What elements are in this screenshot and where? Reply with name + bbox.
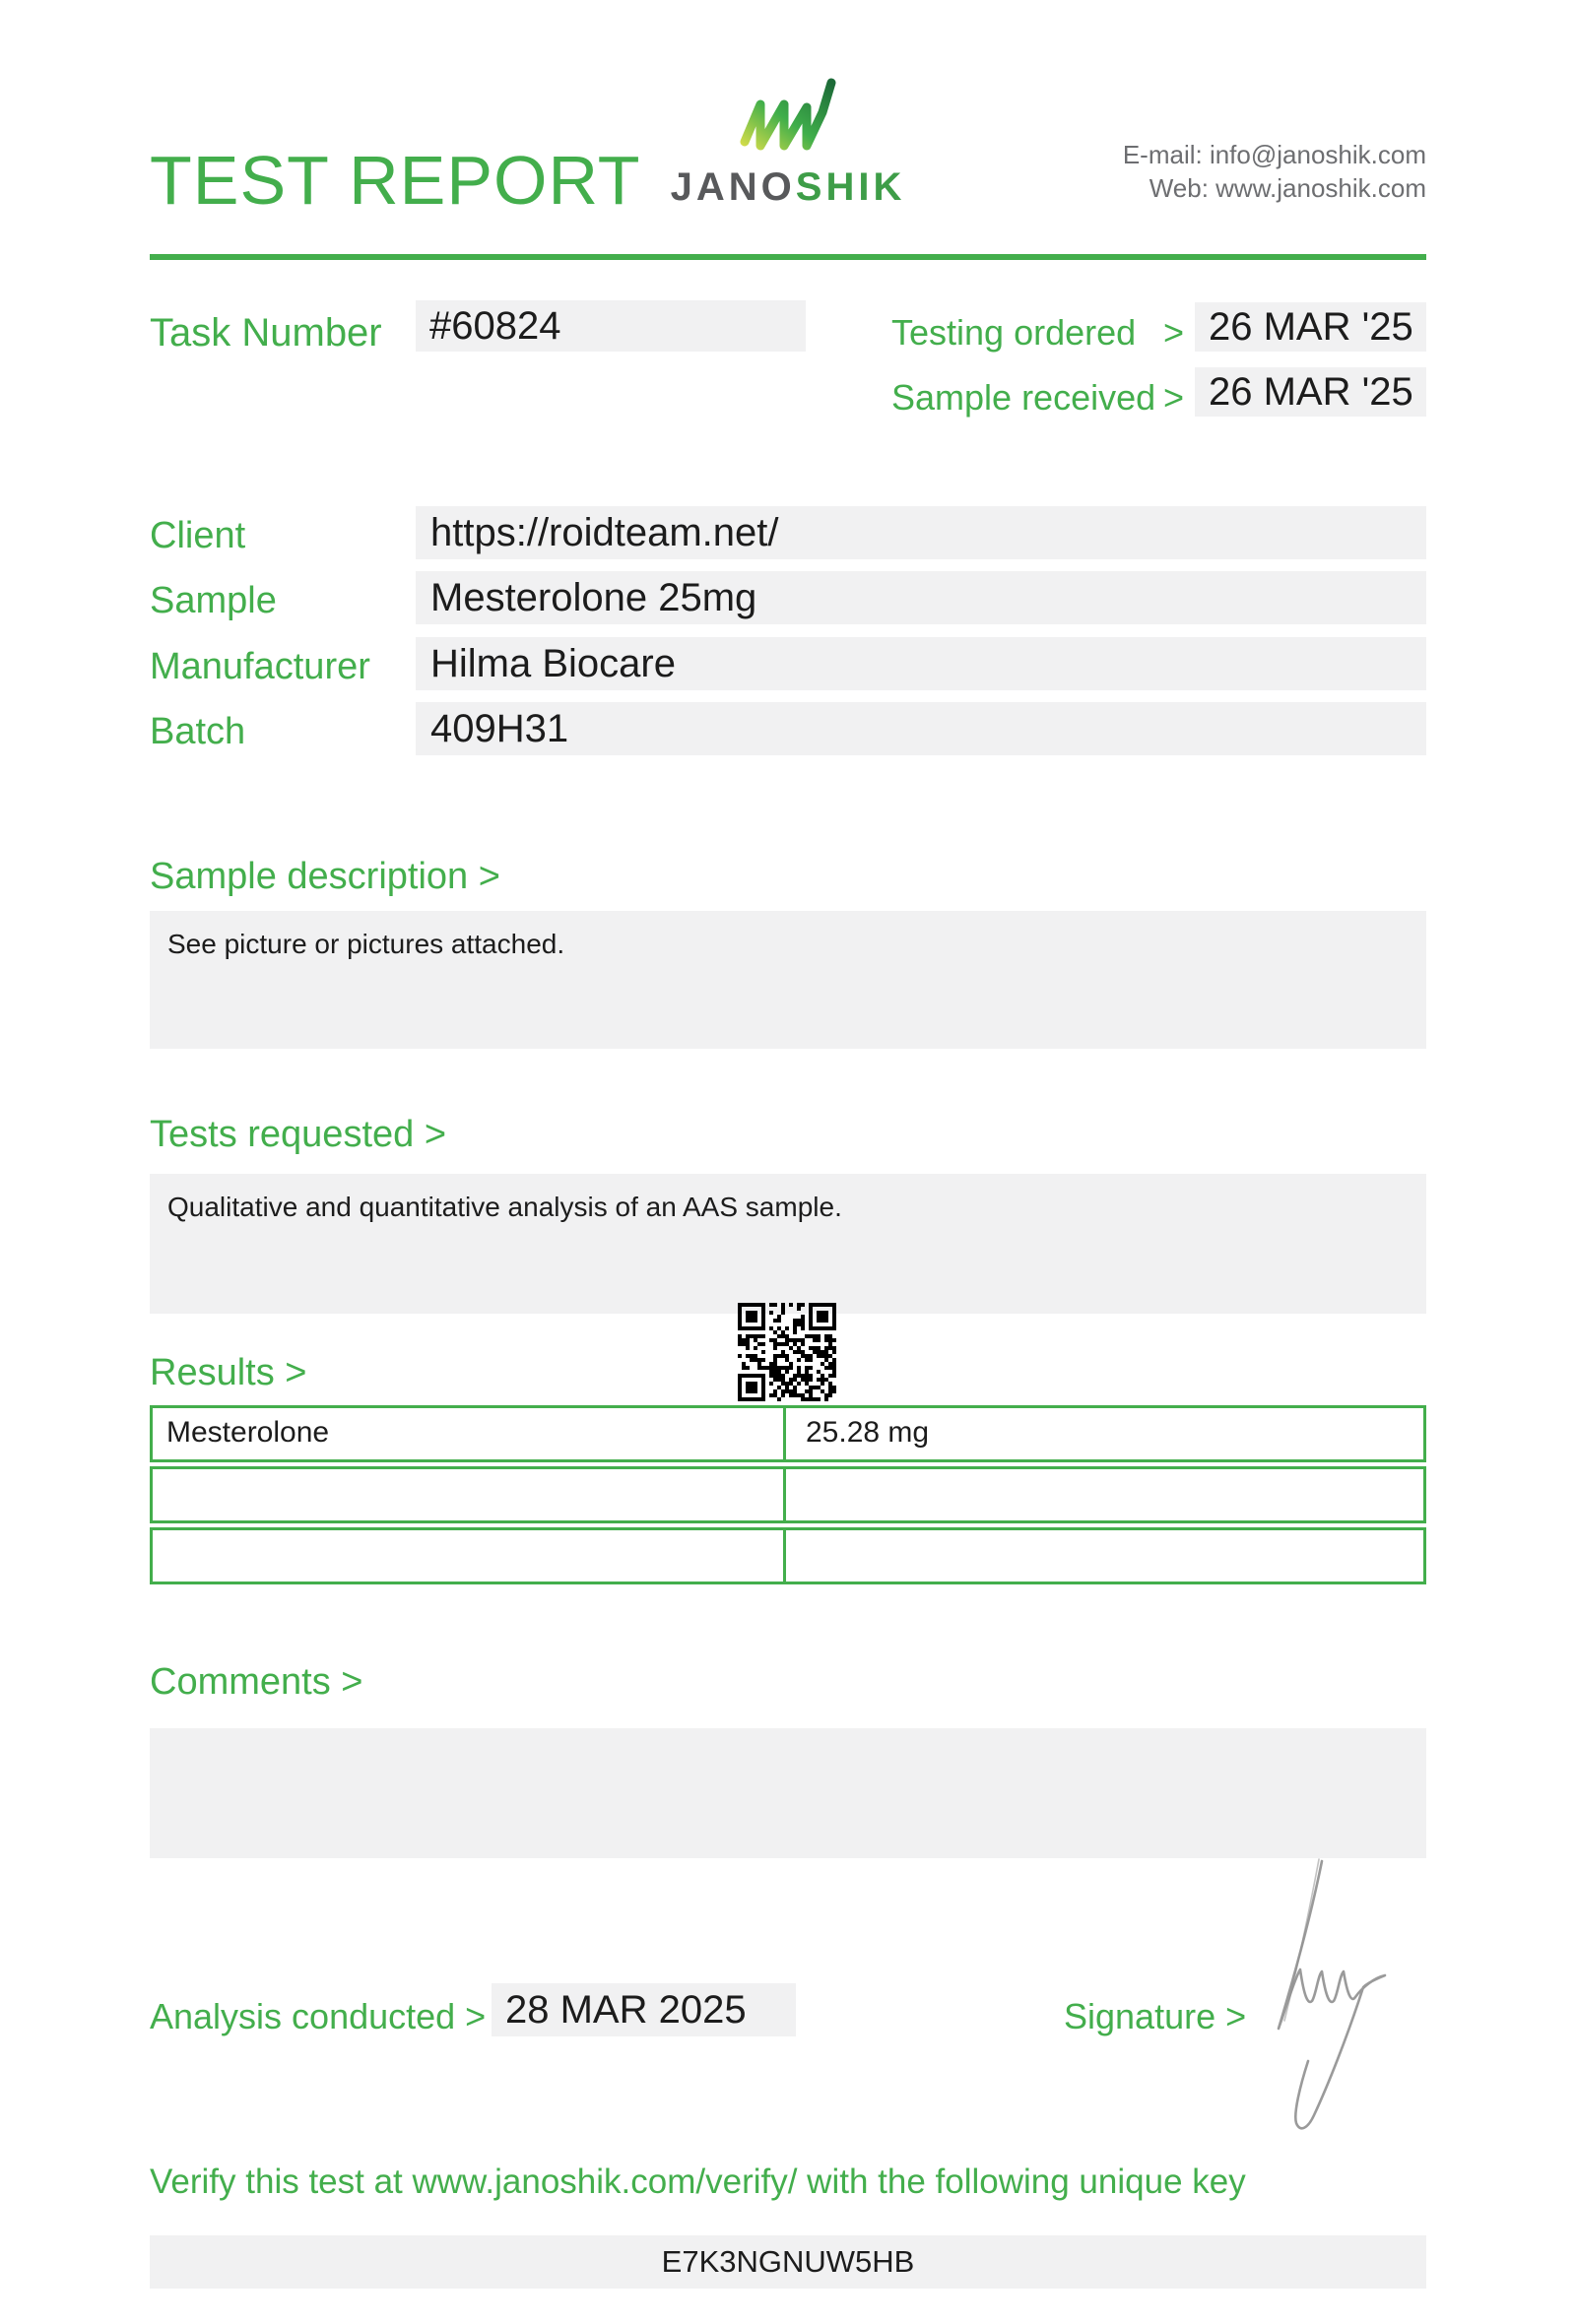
tests-requested-box [150,1174,1426,1314]
testing-ordered-label [891,311,1184,354]
result-substance [153,1469,786,1520]
testing-ordered-arrow: > [1162,312,1184,353]
sample-description-text: See picture or pictures attached. [167,929,565,959]
sample-received-arrow: > [1162,377,1184,418]
result-amount [786,1469,1423,1520]
testing-ordered-text: Testing ordered [891,312,1137,353]
sample-received-label [891,376,1184,419]
contact-email: E-mail: info@janoshik.com [1122,140,1426,169]
verify-key: E7K3NGNUW5HB [150,2235,1426,2289]
batch-value: 409H31 [416,702,1426,755]
result-amount: 25.28 mg [806,1416,930,1449]
verify-instruction: Verify this test at www.janoshik.com/verify/ with the following unique key [150,2163,1246,2201]
manufacturer-label: Manufacturer [150,646,370,687]
logo-chart-icon [729,75,847,163]
qr-code [738,1303,836,1401]
testing-ordered-value: 26 MAR '25 [1195,302,1426,352]
manufacturer-value: Hilma Biocare [416,637,1426,690]
logo-wordmark [658,165,918,210]
contact-block [1123,138,1426,205]
tests-requested-text: Qualitative and quantitative analysis of an AAS sample. [167,1192,842,1222]
client-value: https://roidteam.net/ [416,506,1426,559]
results-heading: Results > [150,1352,307,1393]
page-title: TEST REPORT [150,142,641,219]
result-amount [786,1530,1423,1582]
sample-label: Sample [150,580,277,621]
task-number-value: #60824 [416,300,806,352]
task-number-label: Task Number [150,311,382,355]
result-substance [153,1530,786,1582]
table-row [150,1527,1426,1584]
sample-description-heading: Sample description > [150,856,500,897]
analysis-conducted-label: Analysis conducted > [150,1996,487,2036]
sample-description-box [150,911,1426,1049]
analysis-conducted-date: 28 MAR 2025 [492,1983,796,2036]
batch-label: Batch [150,711,246,752]
signature-image [1249,1851,1407,2186]
comments-heading: Comments > [150,1661,363,1703]
contact-web: Web: www.janoshik.com [1149,173,1426,203]
table-row [150,1466,1426,1523]
sample-received-text: Sample received [891,377,1156,418]
results-table [150,1405,1426,1588]
table-row [150,1405,1426,1462]
sample-value: Mesterolone 25mg [416,571,1426,624]
header-divider [150,254,1426,260]
logo-shik: SHIK [795,165,906,209]
result-substance: Mesterolone [153,1408,786,1459]
comments-box [150,1728,1426,1858]
sample-received-value: 26 MAR '25 [1195,367,1426,417]
client-label: Client [150,515,246,556]
signature-label: Signature > [1064,1996,1247,2036]
logo-jano: JANO [670,165,796,209]
tests-requested-heading: Tests requested > [150,1114,447,1155]
